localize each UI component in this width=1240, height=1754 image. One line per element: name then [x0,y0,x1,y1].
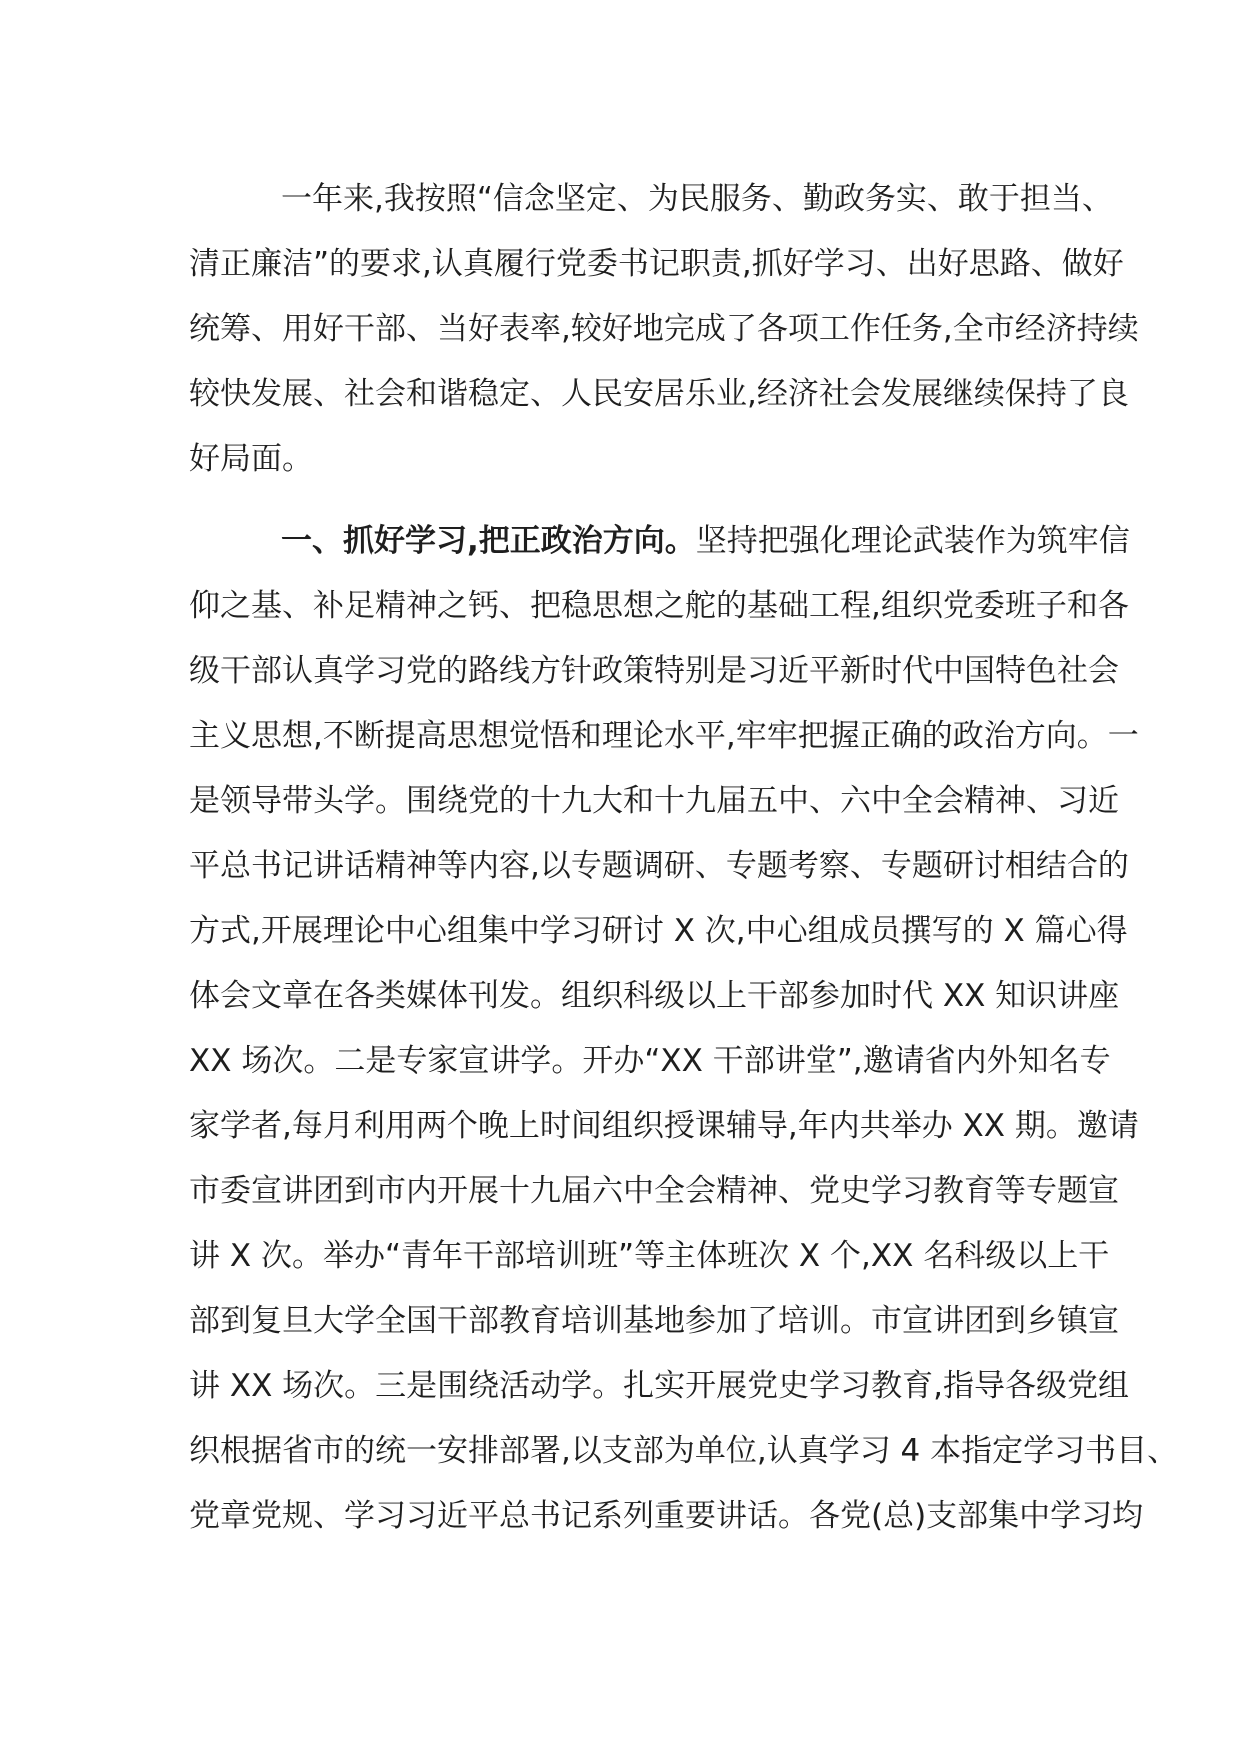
text-line: 平总书记讲话精神等内容,以专题调研、专题考察、专题研讨相结合的 [189,848,1129,884]
text-line: 部到复旦大学全国干部教育培训基地参加了培训。市宣讲团到乡镇宣 [189,1303,1119,1339]
section-heading: 一、抓好学习,把正政治方向。 [281,523,696,559]
document-page [189,167,1179,1549]
text-line: 党章党规、学习习近平总书记系列重要讲话。各党(总)支部集中学习均 [189,1498,1144,1534]
section-text: 坚持把强化理论武装作为筑牢信 [695,523,1130,559]
text-line: 体会文章在各类媒体刊发。组织科级以上干部参加时代 XX 知识讲座 [189,978,1120,1014]
intro-paragraph [189,167,1139,492]
text-line: 清正廉洁”的要求,认真履行党委书记职责,抓好学习、出好思路、做好 [189,246,1124,282]
text-line: 织根据省市的统一安排部署,以支部为单位,认真学习 4 本指定学习书目、 [189,1433,1179,1469]
text-line: 讲 XX 场次。三是围绕活动学。扎实开展党史学习教育,指导各级党组 [189,1368,1130,1404]
text-line: 主义思想,不断提高思想觉悟和理论水平,牢牢把握正确的政治方向。一 [189,718,1139,754]
text-line: 级干部认真学习党的路线方针政策特别是习近平新时代中国特色社会 [189,653,1119,689]
text-line: 讲 X 次。举办“青年干部培训班”等主体班次 X 个,XX 名科级以上干 [189,1238,1110,1274]
text-line: 统筹、用好干部、当好表率,较好地完成了各项工作任务,全市经济持续 [189,311,1139,347]
section-one-paragraph [189,509,1179,1549]
text-line: 市委宣讲团到市内开展十九届六中全会精神、党史学习教育等专题宣 [189,1173,1119,1209]
text-line: 较快发展、社会和谐稳定、人民安居乐业,经济社会发展继续保持了良 [189,376,1129,412]
text-line: 方式,开展理论中心组集中学习研讨 X 次,中心组成员撰写的 X 篇心得 [189,913,1128,949]
text-line: 仰之基、补足精神之钙、把稳思想之舵的基础工程,组织党委班子和各 [189,588,1129,624]
text-line: 家学者,每月利用两个晚上时间组织授课辅导,年内共举办 XX 期。邀请 [189,1108,1139,1144]
text-line: 是领导带头学。围绕党的十九大和十九届五中、六中全会精神、习近 [189,783,1119,819]
text-line: 一年来,我按照“信念坚定、为民服务、勤政务实、敢于担当、 [281,181,1113,217]
text-line: XX 场次。二是专家宣讲学。开办“XX 干部讲堂”,邀请省内外知名专 [189,1043,1111,1079]
text-line [189,509,1130,574]
text-line: 好局面。 [189,441,313,477]
